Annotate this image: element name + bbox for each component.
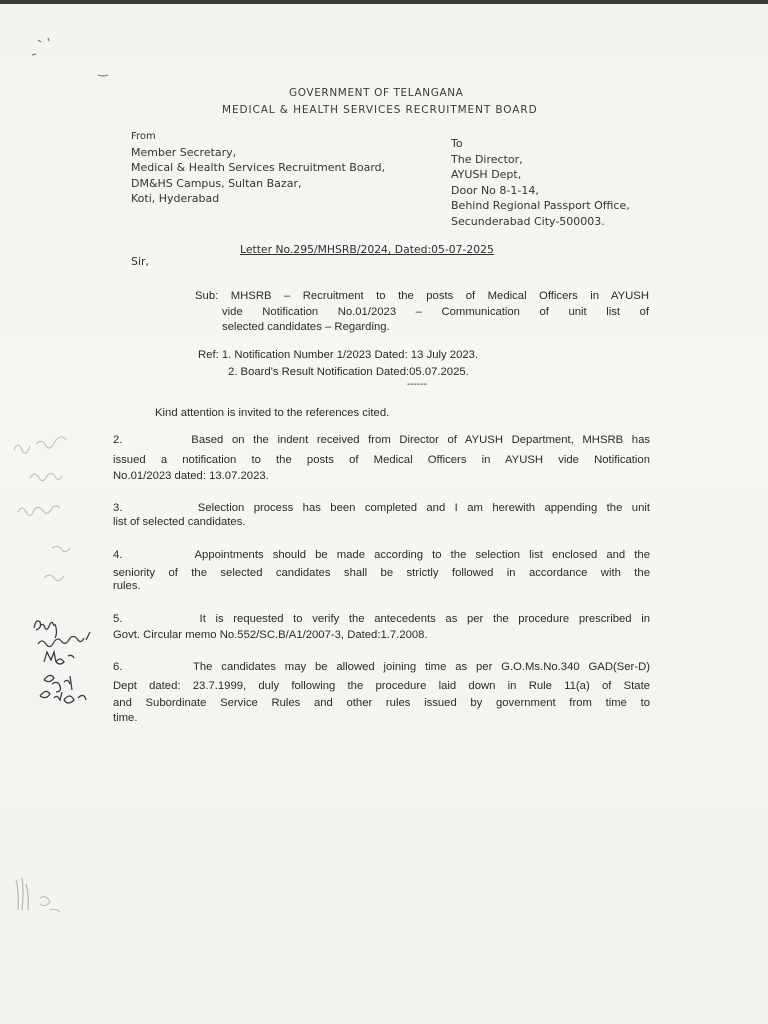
reference-line: 2. Board's Result Notification Dated:05.07.2025. bbox=[228, 366, 469, 378]
letter-number: Letter No.295/MHSRB/2024, Dated:05-07-2025 bbox=[240, 243, 494, 256]
to-line: Behind Regional Passport Office, bbox=[451, 199, 630, 212]
pencil-scribbles bbox=[14, 437, 70, 912]
from-line: DM&HS Campus, Sultan Bazar, bbox=[131, 176, 302, 190]
header-line-government: GOVERNMENT OF TELANGANA bbox=[289, 87, 464, 99]
from-line: Koti, Hyderabad bbox=[131, 192, 220, 205]
ink-speck bbox=[32, 38, 108, 76]
from-line: Member Secretary, bbox=[131, 145, 237, 159]
subject-line: Sub: MHSRB – Recruitment to the posts of Medical Officers in AYUSH bbox=[195, 290, 649, 302]
paragraph-line: 2. Based on the indent received from Director of AYUSH Department, MHSRB has bbox=[113, 434, 650, 446]
paragraph-line: rules. bbox=[113, 580, 141, 592]
paragraph-line: 3. Selection process has been completed and I am herewith appending the unit bbox=[113, 502, 650, 514]
paragraph-line: seniority of the selected candidates shall be strictly followed in accordance with the bbox=[113, 567, 650, 579]
from-line: Medical & Health Services Recruitment Board, bbox=[131, 161, 386, 174]
ink-handwriting bbox=[34, 621, 90, 703]
to-line: Door No 8-1-14, bbox=[451, 183, 539, 197]
paragraph-line: time. bbox=[113, 712, 138, 724]
paragraph-line: No.01/2023 dated: 13.07.2023. bbox=[113, 470, 269, 482]
paragraph-line: 5. It is requested to verify the antecedents as per the procedure prescribed in bbox=[113, 613, 650, 625]
paragraph-line: and Subordinate Service Rules and other rules issued by government from time to bbox=[113, 697, 650, 709]
references-separator: ------ bbox=[407, 379, 427, 390]
paragraph-line: Govt. Circular memo No.552/SC.B/A1/2007-3, Dated:1.7.2008. bbox=[113, 629, 428, 641]
salutation: Sir, bbox=[131, 255, 150, 268]
to-line: The Director, bbox=[451, 152, 523, 166]
to-line: AYUSH Dept, bbox=[451, 168, 522, 181]
header-line-board: MEDICAL & HEALTH SERVICES RECRUITMENT BOARD bbox=[222, 104, 538, 116]
reference-line: Ref: 1. Notification Number 1/2023 Dated: 13 July 2023. bbox=[198, 349, 479, 361]
handwritten-margin-notes bbox=[0, 0, 130, 1024]
paragraph-line: list of selected candidates. bbox=[113, 516, 246, 528]
from-block bbox=[131, 129, 385, 207]
paragraph-line: 6. The candidates may be allowed joining time as per G.O.Ms.No.340 GAD(Ser-D) bbox=[113, 661, 650, 673]
subject-line: selected candidates – Regarding. bbox=[222, 321, 390, 333]
from-label: From bbox=[131, 131, 156, 142]
intro-sentence: Kind attention is invited to the references cited. bbox=[155, 407, 390, 419]
to-line: Secunderabad City-500003. bbox=[451, 214, 605, 228]
to-block bbox=[451, 136, 630, 229]
paragraph-line: 4. Appointments should be made according to the selection list enclosed and the bbox=[113, 549, 650, 561]
subject-line: vide Notification No.01/2023 – Communication of unit list of bbox=[222, 306, 649, 318]
to-label: To bbox=[451, 137, 463, 150]
paragraph-line: Dept dated: 23.7.1999, duly following the procedure laid down in Rule 11(a) of State bbox=[113, 680, 650, 692]
paragraph-line: issued a notification to the posts of Medical Officers in AYUSH vide Notification bbox=[113, 454, 650, 466]
